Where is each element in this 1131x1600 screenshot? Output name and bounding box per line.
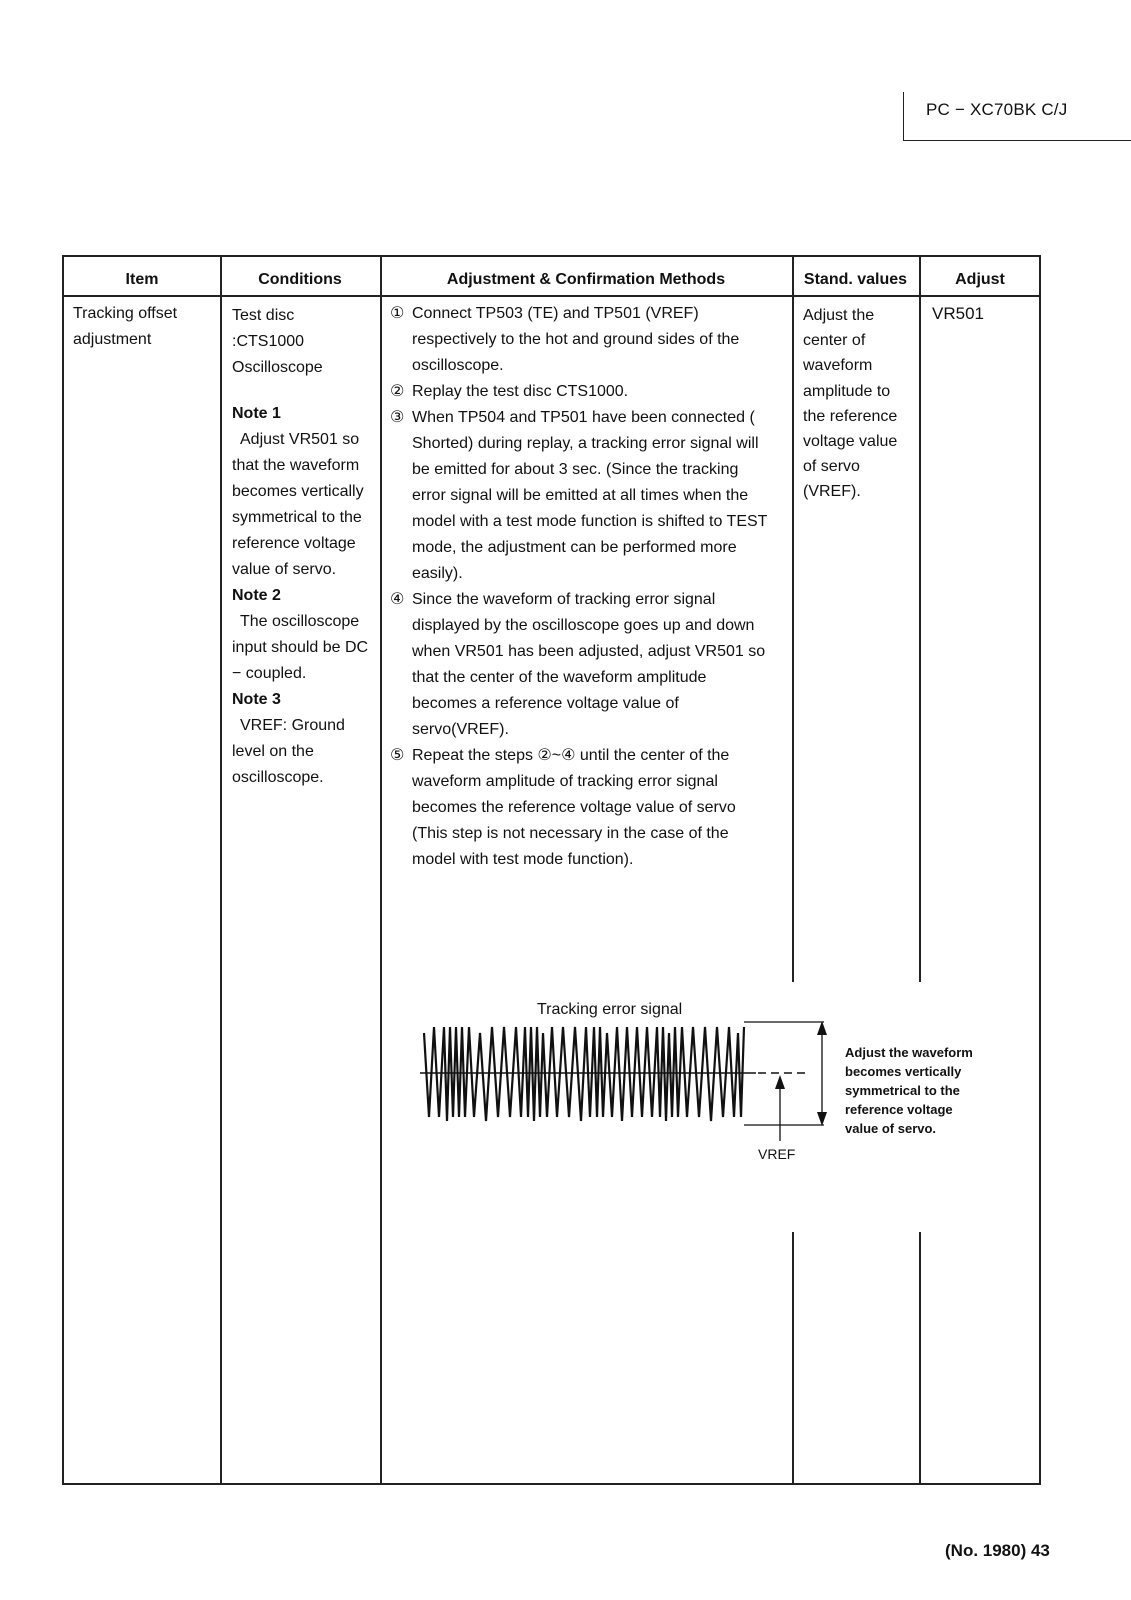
waveform-trace [424, 1027, 744, 1121]
note1-line: reference voltage [232, 535, 356, 552]
method-step: ③ When TP504 and TP501 have been connected ( [390, 409, 755, 426]
note3-line: level on the [232, 743, 314, 760]
condition-line: Oscilloscope [232, 359, 323, 376]
note1-line: Adjust VR501 so [240, 431, 360, 448]
header-item: Item [125, 271, 159, 288]
header-methods: Adjustment & Confirmation Methods [446, 271, 726, 288]
condition-line: Test disc [232, 307, 295, 324]
header-divider [64, 295, 1039, 297]
item-line: Tracking offset [73, 305, 178, 322]
stand-values-cell: Adjust the center of waveform amplitude to the reference voltage value of servo (VREF). [803, 307, 898, 501]
tracking-error-waveform [414, 1017, 844, 1157]
note1-line: that the waveform [232, 457, 360, 474]
item-cell [73, 301, 177, 353]
header-stand-values: Stand. values [803, 271, 908, 288]
adjust-cell: VR501 [932, 304, 984, 323]
method-step: ④ Since the waveform of tracking error signal [390, 591, 716, 608]
figure-side-note: Adjust the waveform becomes vertically symmetrical to the reference voltage value of servo. [845, 1045, 973, 1136]
page-number: (No. 1980) 43 [945, 1541, 1050, 1560]
note1-line: value of servo. [232, 561, 337, 578]
item-line: adjustment [73, 331, 152, 348]
note2-line: − coupled. [232, 665, 307, 682]
figure-caption: Tracking error signal [537, 1001, 683, 1018]
method-step: ⑤ Repeat the steps ②~④ until the center of the [390, 747, 730, 764]
column-divider [220, 257, 222, 1483]
header-adjust: Adjust [955, 271, 1005, 288]
conditions-cell [232, 303, 368, 791]
note3-line: oscilloscope. [232, 769, 324, 786]
arrow-head-up [817, 1021, 827, 1035]
column-divider [919, 257, 921, 982]
note2-line: input should be DC [232, 639, 369, 656]
header-conditions: Conditions [258, 271, 342, 288]
note3-line: VREF: Ground [240, 717, 345, 734]
note2-title: Note 2 [232, 587, 281, 604]
condition-line: :CTS1000 [232, 333, 305, 350]
document-id: PC − XC70BK C/J [926, 100, 1068, 119]
note1-line: symmetrical to the [232, 509, 362, 526]
arrow-head-down [817, 1112, 827, 1126]
adjustment-table [62, 255, 1041, 1485]
methods-cell: ① Connect TP503 (TE) and TP501 (VREF) respectively to the hot and ground sides of the oscilloscope. ② Replay the test disc CTS1000. ③ When TP504 and TP501 have been connected ( Shorted) during replay, a tracking error signal will be emitted for about 3 sec. (Since the tracking error signal will be emitted at all times when the model with a test mode function is shifted to TEST mode, the adjustment can be performed more easily). ④ Since the waveform of tracking error signal displayed by the oscilloscope goes up and down when VR501 has been adjusted, adjust VR501 so that the center of the waveform amplitude becomes a reference voltage value of servo(VREF). ⑤ Repeat the steps ②~④ until the center of the waveform amplitude of tracking error signal becomes the reference voltage value of servo (This step is not necessary in the case of the model with test mode function). [390, 301, 767, 873]
note1-line: becomes vertically [232, 483, 364, 500]
note2-line: The oscilloscope [240, 613, 360, 630]
note3-title: Note 3 [232, 691, 281, 708]
method-step: ① Connect TP503 (TE) and TP501 (VREF) [390, 305, 699, 322]
note1-title: Note 1 [232, 405, 281, 422]
column-divider [792, 257, 794, 982]
vref-label: VREF [758, 1146, 796, 1162]
column-divider [792, 1232, 794, 1483]
vref-arrow-head [775, 1075, 785, 1089]
method-step: ② Replay the test disc CTS1000. [390, 383, 629, 400]
column-divider [380, 257, 382, 1483]
column-divider [919, 1232, 921, 1483]
